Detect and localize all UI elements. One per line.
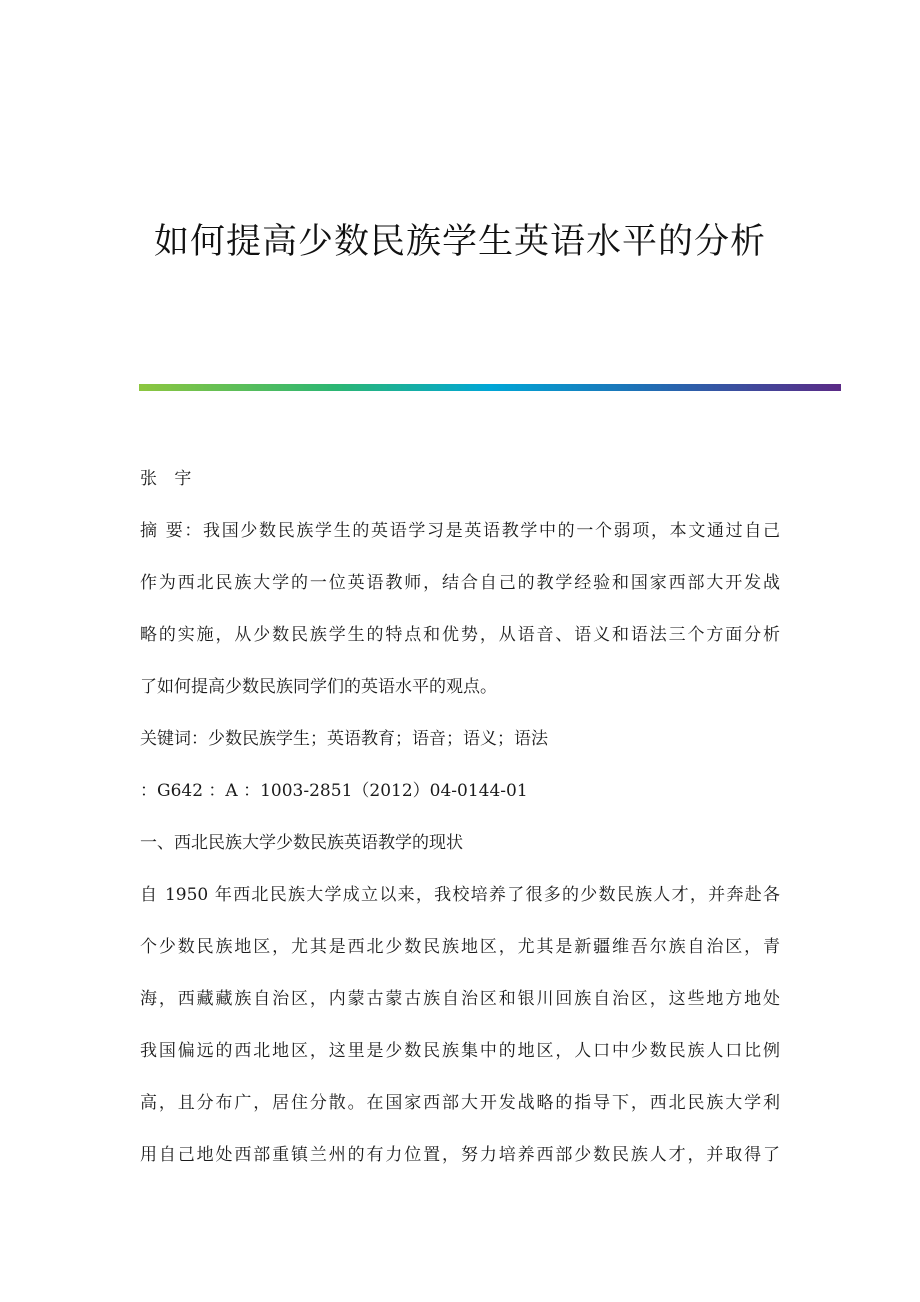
body-line: 高，且分布广，居住分散。在国家西部大开发战略的指导下，西北民族大学利 — [140, 1093, 780, 1113]
abstract-line: 了如何提高少数民族同学们的英语水平的观点。 — [140, 677, 497, 697]
keywords: 关键词：少数民族学生；英语教育；语音；语义；语法 — [140, 729, 548, 749]
body-line: 用自己地处西部重镇兰州的有力位置，努力培养西部少数民族人才，并取得了 — [140, 1145, 780, 1165]
body-paragraph — [140, 882, 780, 1168]
body-line: 我国偏远的西北地区，这里是少数民族集中的地区，人口中少数民族人口比例 — [140, 1041, 780, 1061]
author-name: 张 宇 — [140, 469, 198, 489]
document-body — [140, 466, 780, 1168]
abstract-line: 略的实施，从少数民族学生的特点和优势，从语音、语义和语法三个方面分析 — [140, 625, 780, 645]
abstract — [140, 518, 780, 700]
body-line: 海，西藏藏族自治区，内蒙古蒙古族自治区和银川回族自治区，这些地方地处 — [140, 989, 780, 1009]
body-line: 自 1950 年西北民族大学成立以来，我校培养了很多的少数民族人才，并奔赴各 — [140, 885, 780, 905]
abstract-line: 摘 要：我国少数民族学生的英语学习是英语教学中的一个弱项，本文通过自己 — [140, 521, 780, 541]
abstract-line: 作为西北民族大学的一位英语教师，结合自己的教学经验和国家西部大开发战 — [140, 573, 780, 593]
section-heading: 一、西北民族大学少数民族英语教学的现状 — [140, 833, 463, 853]
classification-codes: ：G642 ：A ：1003-2851（2012）04-0144-01 — [140, 781, 528, 801]
title-divider — [139, 384, 841, 391]
document-title: 如何提高少数民族学生英语水平的分析 — [153, 222, 766, 262]
body-line: 个少数民族地区，尤其是西北少数民族地区，尤其是新疆维吾尔族自治区，青 — [140, 937, 780, 957]
